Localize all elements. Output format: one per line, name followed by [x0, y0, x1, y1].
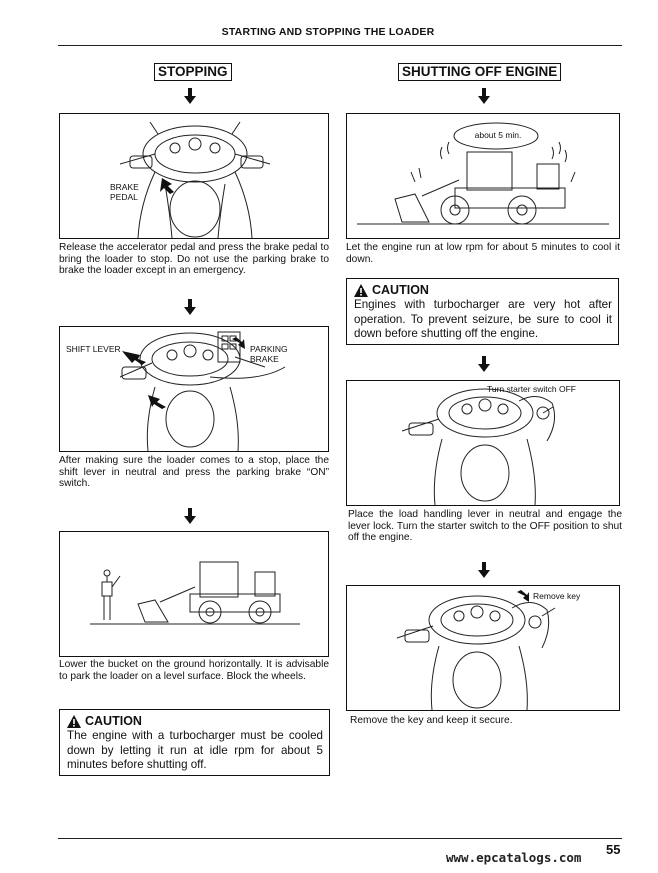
figure-brake-pedal — [59, 113, 329, 239]
page-header-title: STARTING AND STOPPING THE LOADER — [221, 26, 435, 38]
footer-rule — [58, 838, 622, 839]
label-shift-lever: SHIFT LEVER — [66, 344, 121, 354]
figure-loader-parked — [59, 531, 329, 657]
label-parking: PARKING — [250, 344, 288, 354]
label-remove-key: Remove key — [533, 591, 581, 601]
caution-body-left: The engine with a turbocharger must be cooled down by letting it run at idle rpm for about 5 minutes before shutting off. — [67, 729, 323, 772]
figure-shift-lever — [59, 326, 329, 452]
down-arrow-icon — [478, 562, 490, 578]
shutdown-step1-text: Let the engine run at low rpm for about 5 minutes to cool it down. — [346, 242, 620, 265]
cab-illustration-brake — [60, 114, 328, 238]
header-rule — [58, 45, 622, 46]
caution-title-right — [354, 283, 612, 297]
cab-illustration-starter — [347, 381, 619, 505]
caution-heading-left: CAUTION — [85, 714, 142, 728]
down-arrow-icon — [184, 88, 196, 104]
warning-triangle-icon — [67, 715, 81, 728]
watermark-url: www.epcatalogs.com — [446, 850, 582, 865]
figure-remove-key — [346, 585, 620, 711]
loader-illustration-parked — [60, 532, 328, 656]
caution-box-right — [346, 278, 619, 345]
shutdown-step2-text: Place the load handling lever in neutral and engage the lever lock. Turn the starter switch to the OFF position to shut off the engine. — [348, 509, 622, 544]
shutdown-step3-text: Remove the key and keep it secure. — [350, 715, 513, 726]
figure-starter-switch — [346, 380, 620, 506]
stopping-step2-text: After making sure the loader comes to a stop, place the shift lever in neutral and press the parking brake “ON” switch. — [59, 455, 329, 490]
caution-body-right: Engines with turbocharger are very hot after operation. To prevent seizure, be sure to cool it down before shutting off the engine. — [354, 298, 612, 341]
caution-title-left — [67, 714, 323, 728]
caution-heading-right: CAUTION — [372, 283, 429, 297]
label-brake: BRAKE — [110, 182, 139, 192]
label-brake-2: BRAKE — [250, 354, 279, 364]
section-title-shutting-off: SHUTTING OFF ENGINE — [398, 63, 561, 81]
down-arrow-icon — [478, 356, 490, 372]
stopping-step3-text: Lower the bucket on the ground horizontally. It is advisable to park the loader on a level surface. Block the wheels. — [59, 659, 329, 682]
label-turn-starter-off: Turn starter switch OFF — [487, 384, 576, 394]
label-pedal: PEDAL — [110, 192, 138, 202]
down-arrow-icon — [184, 299, 196, 315]
stopping-step1-text: Release the accelerator pedal and press the brake pedal to bring the loader to stop. Do not use the parking brake to brake the loader except in an emergency. — [59, 242, 329, 277]
down-arrow-icon — [184, 508, 196, 524]
down-arrow-icon — [478, 88, 490, 104]
figure-loader-idling — [346, 113, 620, 239]
cab-illustration-remove-key — [347, 586, 619, 710]
section-title-stopping: STOPPING — [154, 63, 232, 81]
caution-box-left — [59, 709, 330, 776]
bubble-about-5-min: about 5 min. — [474, 130, 522, 140]
page-number: 55 — [606, 842, 621, 857]
warning-triangle-icon — [354, 284, 368, 297]
